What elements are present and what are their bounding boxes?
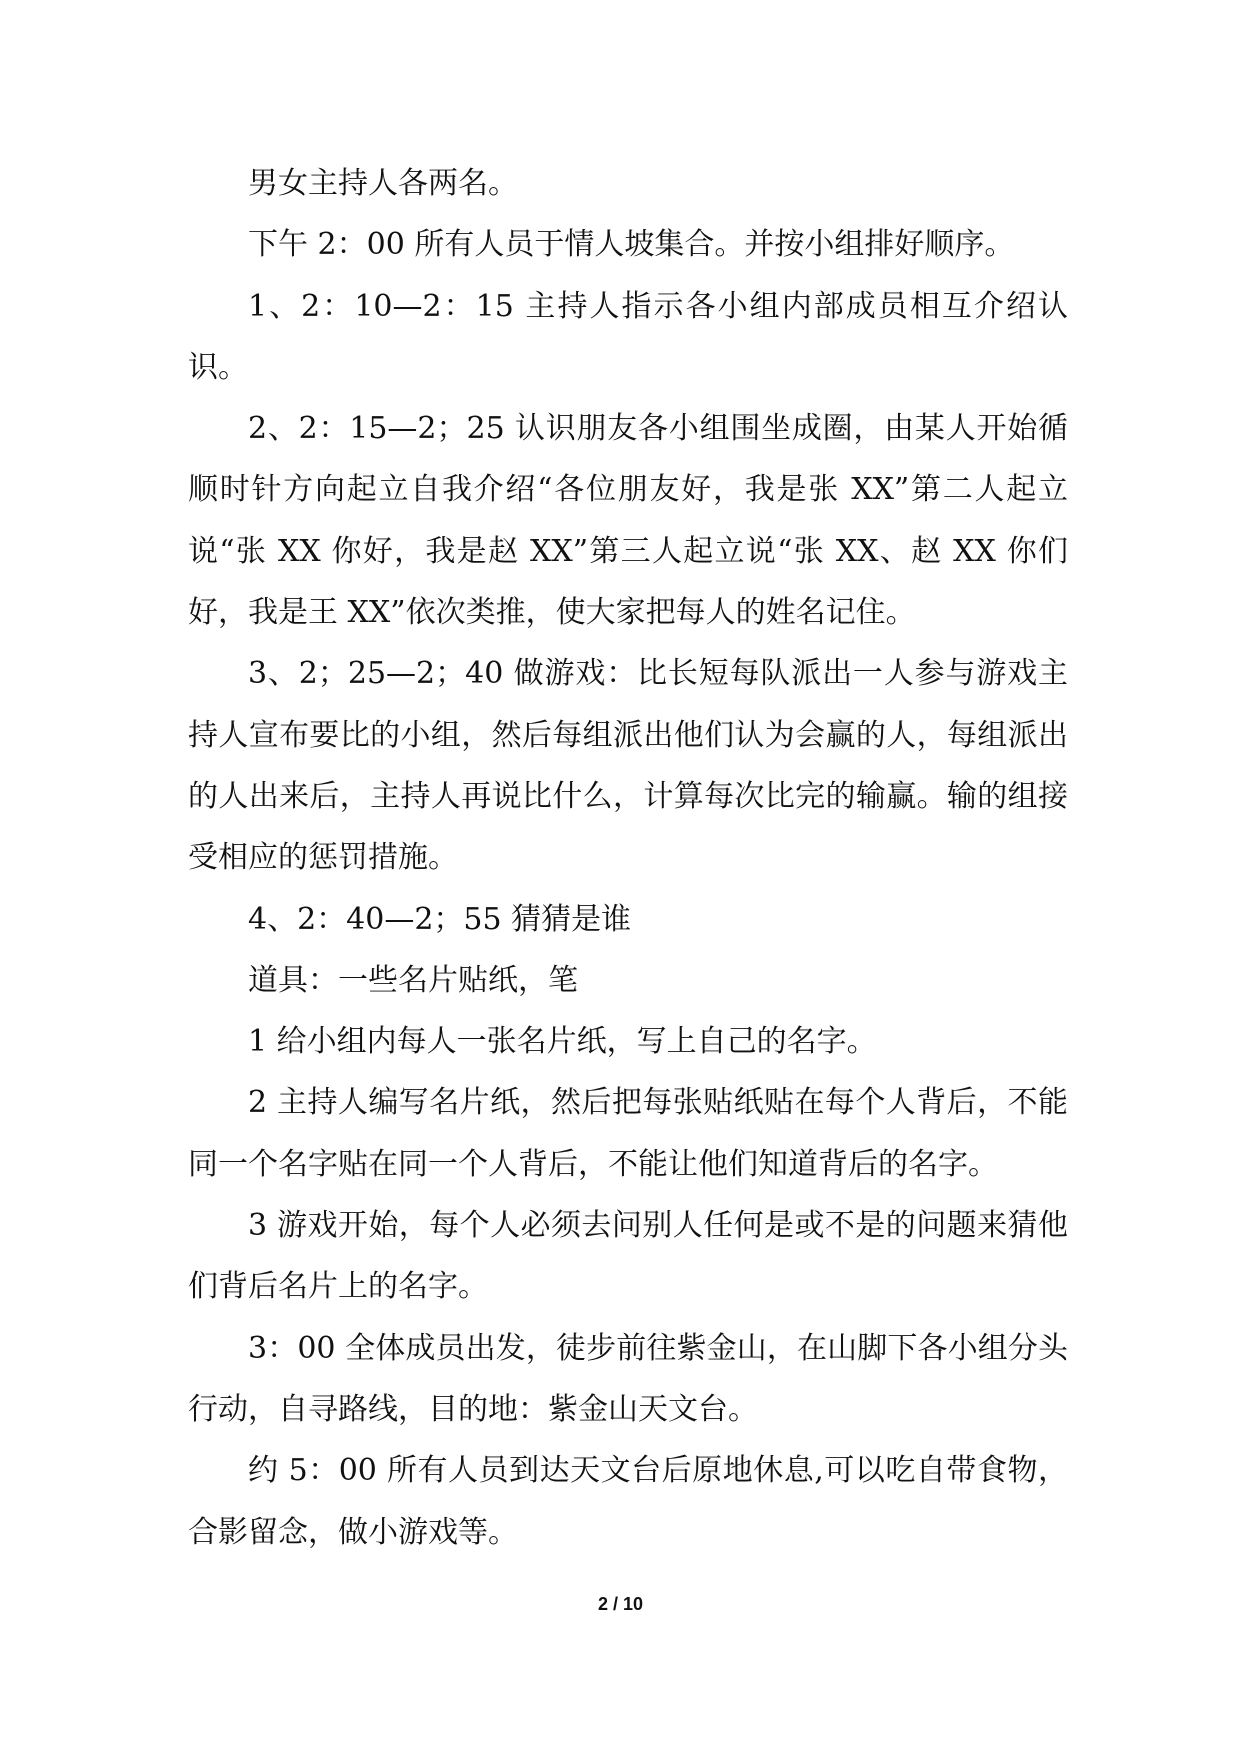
paragraph-rule-2: 2 主持人编写名片纸，然后把每张贴纸贴在每个人背后，不能同一个名字贴在同一个人背后，不能让他们知道背后的名字。 [188,1085,1068,1182]
paragraph-step-1: 1、2：10—2：15 主持人指示各小组内部成员相互介绍认识。 [188,288,1068,385]
paragraph-step-4: 4、2：40—2；55 猜猜是谁 [248,901,632,937]
paragraph-gathering: 下午 2：00 所有人员于情人坡集合。并按小组排好顺序。 [248,227,1015,263]
page-number: 2 / 10 [597,1594,644,1614]
paragraph-arrival: 约 5：00 所有人员到达天文台后原地休息,可以吃自带食物，合影留念，做小游戏等。 [188,1453,1068,1550]
paragraph-hosts: 男女主持人各两名。 [248,166,518,201]
paragraph-rule-1: 1 给小组内每人一张名片纸，写上自己的名字。 [248,1024,877,1060]
paragraph-props: 道具：一些名片贴纸，笔 [248,962,578,998]
paragraph-step-2: 2、2：15—2；25 认识朋友各小组围坐成圈，由某人开始循顺时针方向起立自我介绍“各位朋友好，我是张 XX”第二人起立说“张 XX 你好，我是赵 XX”第三人起立说“张 XX、赵 XX 你们好，我是王 XX”依次类推，使大家把每人的姓名记住。 [188,411,1068,631]
document-body [188,153,1068,1563]
paragraph-departure: 3：00 全体成员出发，徒步前往紫金山，在山脚下各小组分头行动，自寻路线，目的地：紫金山天文台。 [188,1330,1068,1427]
paragraph-step-3: 3、2；25—2；40 做游戏：比长短每队派出一人参与游戏主持人宣布要比的小组，然后每组派出他们认为会赢的人，每组派出的人出来后，主持人再说比什么，计算每次比完的输赢。输的组接受相应的惩罚措施。 [188,656,1068,876]
paragraph-rule-3: 3 游戏开始，每个人必须去问别人任何是或不是的问题来猜他们背后名片上的名字。 [188,1208,1068,1305]
